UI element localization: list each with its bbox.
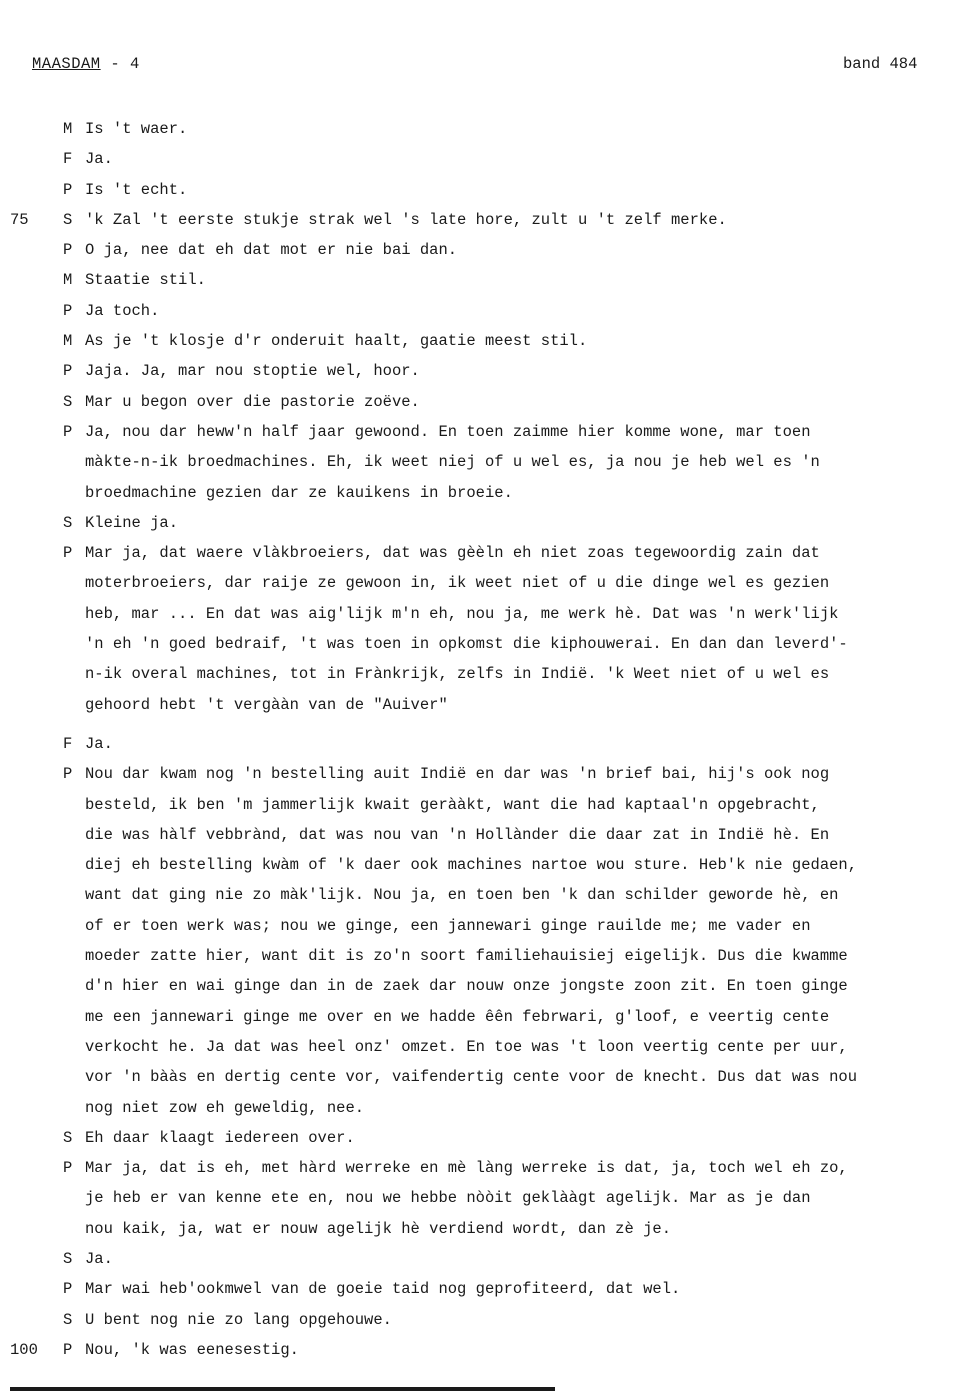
speaker-label: P (63, 301, 73, 320)
utterance-line: U bent nog nie zo lang opgehouwe. (85, 1310, 392, 1329)
transcript-turn (0, 144, 973, 174)
utterance-line: die was hàlf vebbrànd, dat was nou van 'n Hollànder die daar zat in Indië hè. En (85, 825, 830, 844)
speaker-label: P (63, 241, 73, 260)
transcript-turn (0, 759, 973, 1123)
speaker-label: P (63, 1159, 73, 1178)
transcript-turn (0, 205, 973, 235)
transcript-turn (0, 1274, 973, 1304)
utterance-line: Jaja. Ja, mar nou stoptie wel, hoor. (85, 362, 420, 381)
transcript-turn (0, 417, 973, 508)
utterance-line: Eh daar klaagt iedereen over. (85, 1128, 355, 1147)
transcript (0, 114, 973, 1365)
transcript-turn (0, 356, 973, 386)
utterance-line: moeder zatte hier, want dit is zo'n soort familiehauisiej eigelijk. Dus die kwamme (85, 947, 848, 966)
utterance-line: Staatie stil. (85, 271, 206, 290)
utterance-line: Mar wai heb'ookmwel van de goeie taid nog geprofiteerd, dat wel. (85, 1280, 681, 1299)
transcript-turn (0, 175, 973, 205)
speaker-label: M (63, 271, 73, 290)
document-title: MAASDAM (32, 55, 101, 73)
utterance-line: Ja. (85, 734, 113, 753)
speaker-label: P (63, 1280, 73, 1299)
utterance-line: je heb er van kenne ete en, nou we hebbe nòòit geklààgt agelijk. Mar as je dan (85, 1189, 811, 1208)
transcript-turn (0, 296, 973, 326)
speaker-label: S (63, 1249, 73, 1268)
utterance-line: of er toen werk was; nou we ginge, een jannewari ginge rauilde me; me vader en (85, 916, 811, 935)
utterance-line: Is 't waer. (85, 120, 188, 138)
utterance-line: 'n eh 'n goed bedraif, 't was toen in opkomst die kiphouwerai. En dan dan leverd'- (85, 635, 848, 654)
utterance-line: Ja toch. (85, 301, 160, 320)
page-header-title (32, 55, 140, 73)
utterance-line: Ja. (85, 1249, 113, 1268)
utterance-line: Kleine ja. (85, 513, 179, 532)
speaker-label: S (63, 1310, 73, 1329)
transcript-turn (0, 508, 973, 538)
utterance-line: diej eh bestelling kwàm of 'k daer ook machines nartoe wou sture. Heb'k nie gedaen, (85, 856, 858, 875)
speaker-label: S (63, 392, 73, 411)
speaker-label: P (63, 362, 73, 381)
transcript-turn (0, 729, 973, 759)
transcript-turn (0, 265, 973, 295)
utterance-line: 'k Zal 't eerste stukje strak wel 's late hore, zult u 't zelf merke. (85, 210, 727, 229)
line-number: 100 (10, 1340, 38, 1359)
speaker-label: S (63, 210, 73, 229)
utterance-line: besteld, ik ben 'm jammerlijk kwait gerààkt, want die had kaptaal'n opgebracht, (85, 795, 820, 814)
utterance-line: moterbroeiers, dar raije ze gewoon in, ik weet niet of u die dinge wel es gezien (85, 574, 830, 593)
speaker-label: M (63, 120, 73, 138)
bottom-rule (10, 1387, 555, 1391)
utterance-line: heb, mar ... En dat was aig'lijk m'n eh, nou ja, me werk hè. Dat was 'n werk'lijk (85, 604, 839, 623)
utterance-line: me een jannewari ginge me over en we hadde êên febrwari, g'loof, e veertig cente (85, 1007, 830, 1026)
utterance-line: As je 't klosje d'r onderuit haalt, gaatie meest stil. (85, 332, 588, 351)
speaker-label: S (63, 1128, 73, 1147)
band-label: band 484 (843, 55, 918, 73)
speaker-label: P (63, 1340, 73, 1359)
utterance-line: gehoord hebt 't vergààn van de "Auiver" (85, 695, 448, 714)
utterance-line: màkte-n-ik broedmachines. Eh, ik weet niej of u wel es, ja nou je heb wel es 'n (85, 453, 820, 472)
transcript-turn (0, 235, 973, 265)
utterance-line: n-ik overal machines, tot in Frànkrijk, zelfs in Indië. 'k Weet niet of u wel es (85, 665, 830, 684)
utterance-line: broedmachine gezien dar ze kauikens in broeie. (85, 483, 513, 502)
utterance-line: Mar ja, dat is eh, met hàrd werreke en mè làng werreke is dat, ja, toch wel eh zo, (85, 1159, 848, 1178)
transcript-turn (0, 1123, 973, 1153)
speaker-label: P (63, 180, 73, 199)
utterance-line: d'n hier en wai ginge dan in de zaek dar nouw onze jongste zoon zit. En toen ginge (85, 977, 848, 996)
speaker-label: P (63, 544, 73, 563)
speaker-label: F (63, 150, 73, 169)
transcript-turn (0, 1305, 973, 1335)
utterance-line: O ja, nee dat eh dat mot er nie bai dan. (85, 241, 458, 260)
utterance-line: Nou dar kwam nog 'n bestelling auit Indië en dar was 'n brief bai, hij's ook nog (85, 765, 830, 784)
utterance-line: want dat ging nie zo màk'lijk. Nou ja, en toen ben 'k dan schilder geworde hè, en (85, 886, 839, 905)
utterance-line: Nou, 'k was eenesestig. (85, 1340, 299, 1359)
utterance-line: nog niet zow eh geweldig, nee. (85, 1098, 365, 1117)
transcript-turn (0, 114, 973, 144)
utterance-line: vor 'n bààs en dertig cente vor, vaifendertig cente voor de knecht. Dus dat was nou (85, 1068, 858, 1087)
transcript-turn (0, 1335, 973, 1365)
speaker-label: P (63, 422, 73, 441)
utterance-line: Ja. (85, 150, 113, 169)
transcript-turn (0, 387, 973, 417)
transcript-turn (0, 538, 973, 720)
speaker-label: M (63, 332, 73, 351)
transcript-turn (0, 1153, 973, 1244)
utterance-line: Ja, nou dar heww'n half jaar gewoond. En toen zaimme hier komme wone, mar toen (85, 422, 811, 441)
transcript-turn (0, 1244, 973, 1274)
speaker-label: P (63, 765, 73, 784)
transcript-turn (0, 326, 973, 356)
line-number: 75 (10, 210, 29, 229)
utterance-line: Mar u begon over die pastorie zoëve. (85, 392, 420, 411)
utterance-line: Mar ja, dat waere vlàkbroeiers, dat was gèèln eh niet zoas tegewoordig zain dat (85, 544, 820, 563)
utterance-line: nou kaik, ja, wat er nouw agelijk hè verdiend wordt, dan zè je. (85, 1219, 671, 1238)
utterance-line: verkocht he. Ja dat was heel onz' omzet. En toe was 't loon veertig cente per uur, (85, 1037, 848, 1056)
speaker-label: F (63, 734, 73, 753)
utterance-line: Is 't echt. (85, 180, 188, 199)
page-number: - 4 (100, 55, 140, 73)
speaker-label: S (63, 513, 73, 532)
